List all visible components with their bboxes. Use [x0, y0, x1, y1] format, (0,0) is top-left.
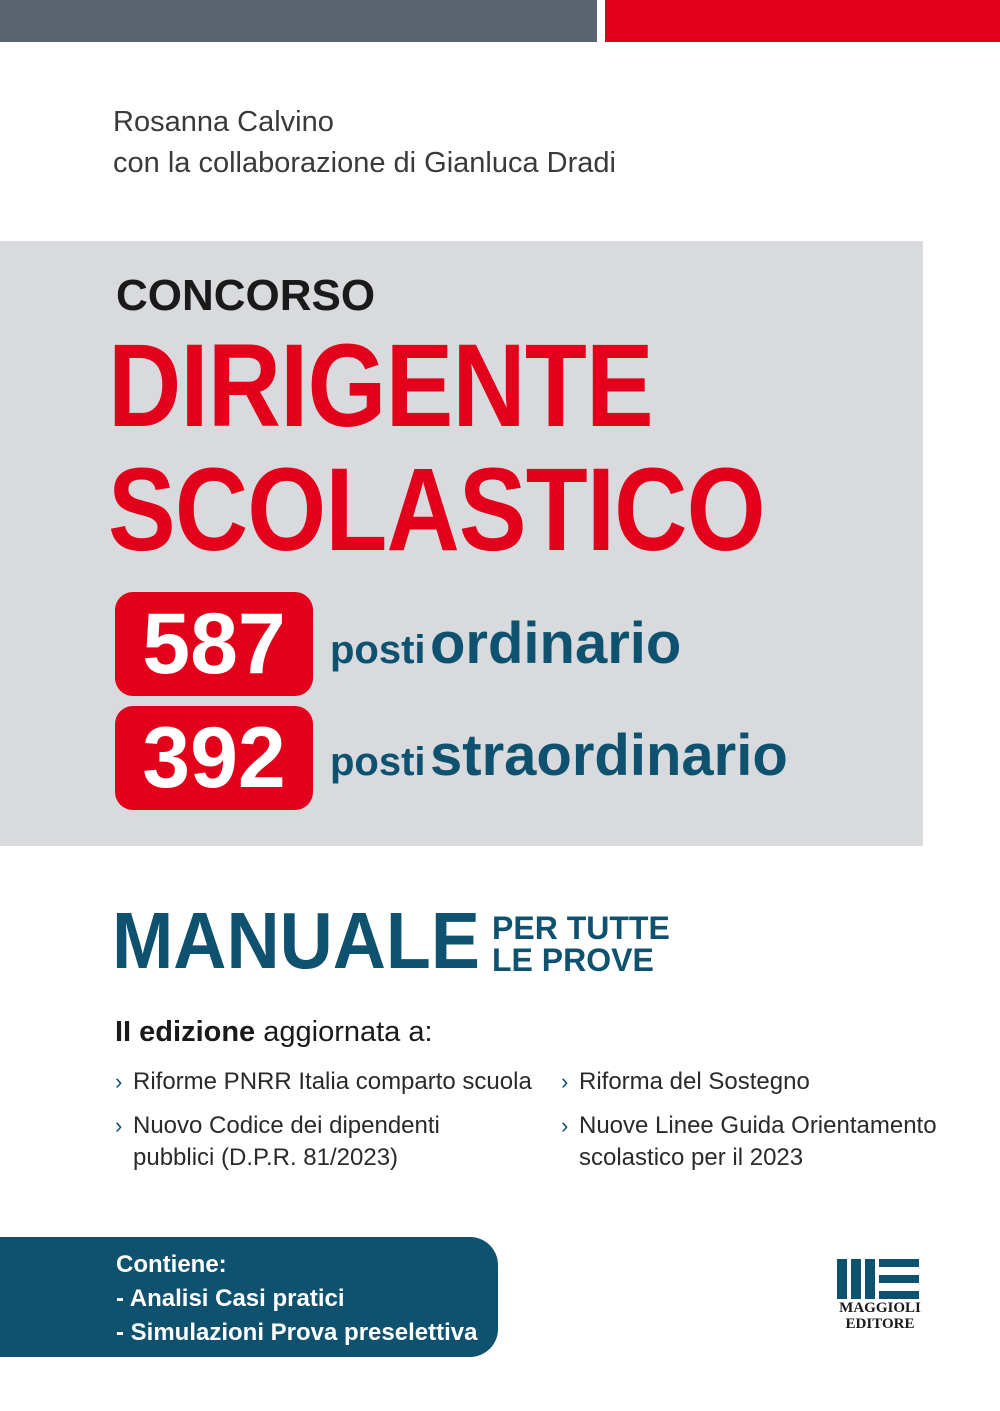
- publisher-line-2: EDITORE: [845, 1316, 915, 1332]
- top-bar-gray: [0, 0, 597, 42]
- edition-line: [115, 1016, 433, 1049]
- manual-subtitle: [492, 912, 670, 976]
- author-name: Rosanna Calvino: [113, 106, 334, 138]
- edition-rest: aggiornata a:: [255, 1016, 433, 1048]
- update-item-line-1: Nuove Linee Guida Orientamento: [579, 1112, 937, 1139]
- collaborator-line: con la collaborazione di Gianluca Dradi: [113, 147, 616, 179]
- publisher-name: [832, 1300, 928, 1332]
- positions-type: ordinario: [430, 611, 682, 676]
- positions-label: [330, 722, 788, 789]
- contents-text: [0, 1237, 498, 1357]
- title-line-1: DIRIGENTE: [108, 320, 653, 452]
- update-item: [561, 1110, 937, 1174]
- update-item-line-1: Riforme PNRR Italia comparto scuola: [133, 1068, 532, 1095]
- title-kicker: CONCORSO: [116, 271, 376, 320]
- update-item-line-1: Riforma del Sostegno: [579, 1068, 810, 1095]
- update-item-line-2: scolastico per il 2023: [579, 1144, 804, 1171]
- update-item: [115, 1066, 532, 1098]
- manual-label: MANUALE: [112, 896, 480, 985]
- update-item: [115, 1110, 440, 1174]
- update-item: [561, 1066, 810, 1098]
- chevron-right-icon: ›: [561, 1069, 569, 1094]
- contents-item: - Simulazioni Prova preselettiva: [116, 1319, 478, 1346]
- chevron-right-icon: ›: [561, 1113, 569, 1138]
- title-line-2: SCOLASTICO: [108, 444, 765, 576]
- publisher-line-1: MAGGIOLI: [839, 1300, 921, 1316]
- positions-number-badge: 587: [115, 592, 313, 696]
- posti-word: posti: [330, 628, 426, 672]
- update-item-line-2: pubblici (D.P.R. 81/2023): [133, 1144, 399, 1171]
- edition-bold: II edizione: [115, 1016, 256, 1048]
- positions-type: straordinario: [430, 723, 788, 788]
- contents-heading: Contiene:: [116, 1251, 227, 1278]
- positions-number-badge: 392: [115, 706, 313, 810]
- contents-item: - Analisi Casi pratici: [116, 1285, 345, 1312]
- update-item-line-1: Nuovo Codice dei dipendenti: [133, 1112, 440, 1139]
- chevron-right-icon: ›: [115, 1113, 123, 1138]
- manual-subtitle-line-1: PER TUTTE: [492, 910, 670, 946]
- posti-word: posti: [330, 740, 426, 784]
- positions-label: [330, 610, 681, 677]
- top-bar-red: [605, 0, 1000, 42]
- manual-subtitle-line-2: LE PROVE: [492, 942, 654, 978]
- chevron-right-icon: ›: [115, 1069, 123, 1094]
